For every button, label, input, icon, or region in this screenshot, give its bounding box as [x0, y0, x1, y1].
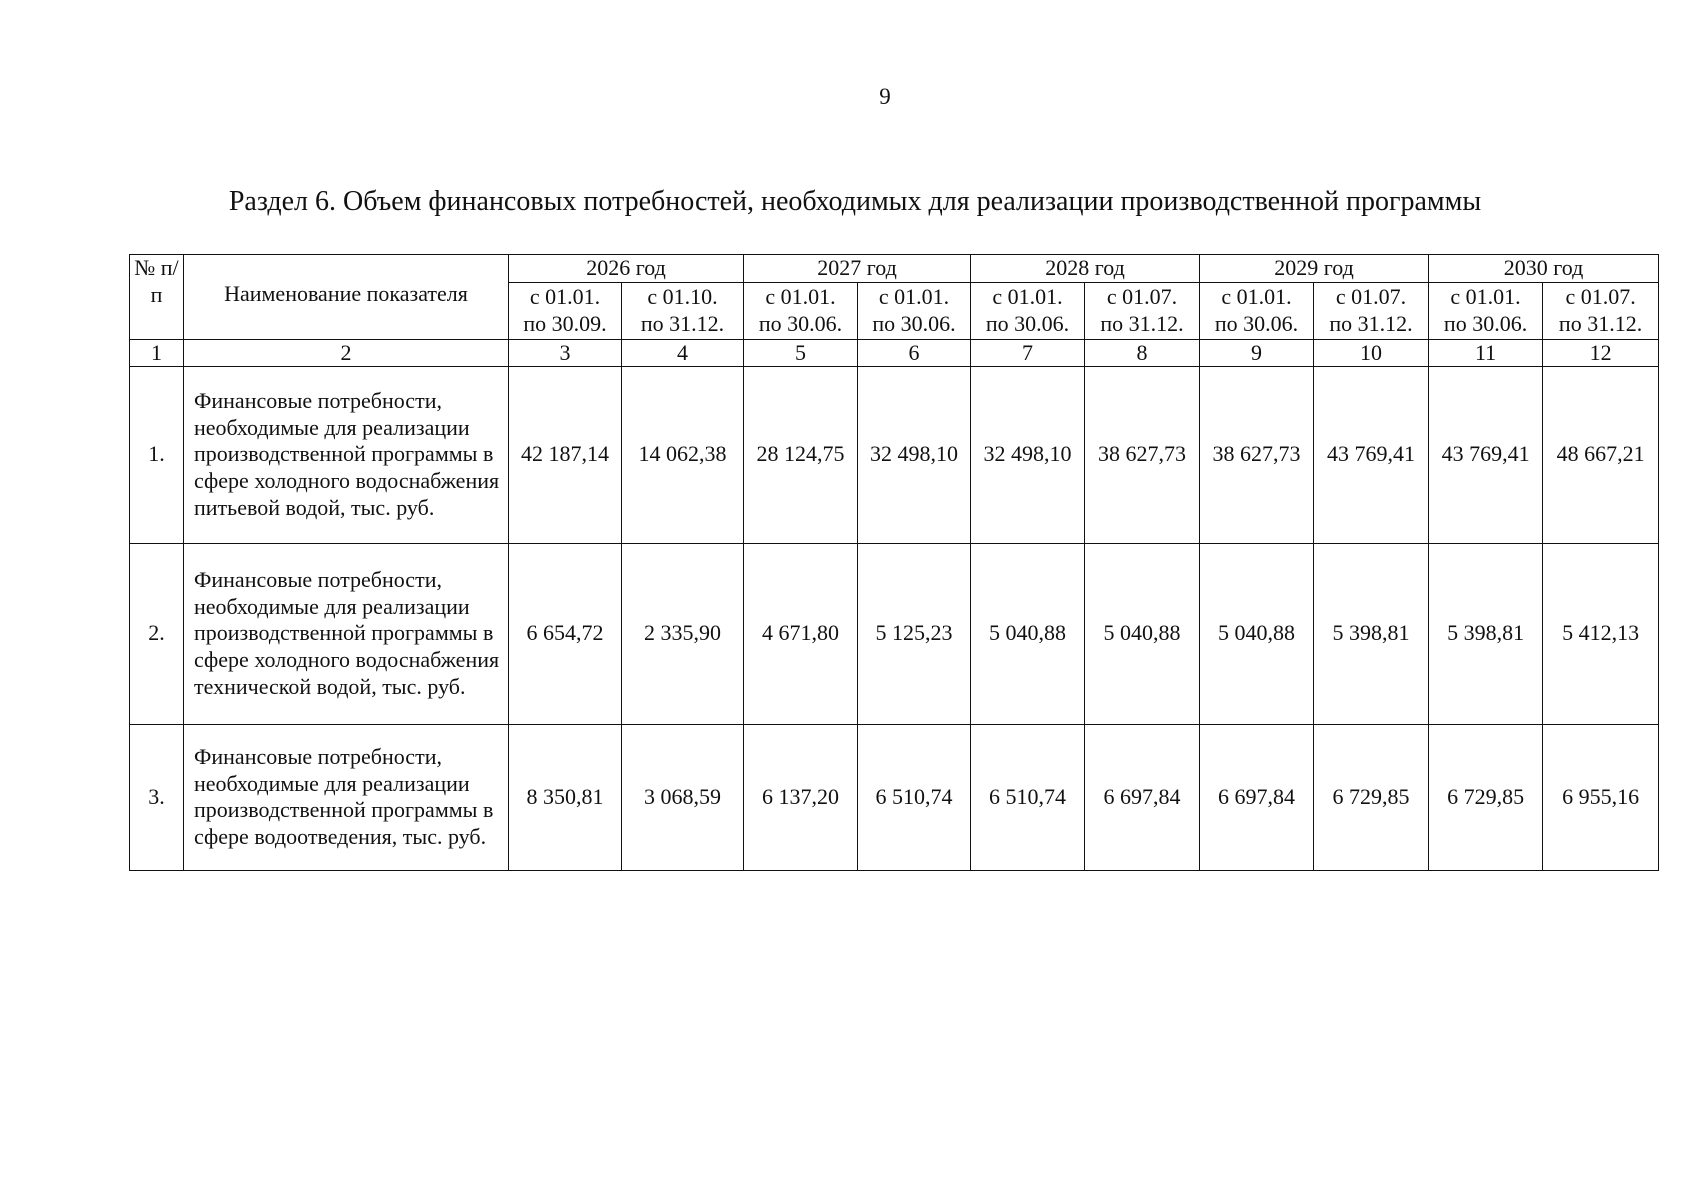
column-index: 7	[971, 339, 1085, 366]
row-indicator-name: Финансовые потребности, необходимые для реализации производственной программы в сфере холодного водоснабжения питьевой водой, тыс. руб.	[184, 366, 509, 543]
table-row	[130, 543, 1659, 724]
header-year-2030: 2030 год	[1429, 255, 1659, 283]
section-title: Раздел 6. Объем финансовых потребностей, необходимых для реализации производственной программы	[228, 186, 1482, 217]
column-index: 11	[1429, 339, 1543, 366]
header-row-years	[130, 255, 1659, 283]
header-year-2029: 2029 год	[1200, 255, 1429, 283]
header-period	[858, 282, 971, 339]
value-cell: 32 498,10	[858, 366, 971, 543]
period-to: по 30.09.	[523, 310, 607, 336]
value-cell: 5 040,88	[1085, 543, 1200, 724]
period-from: с 01.01.	[1450, 284, 1521, 309]
value-cell: 43 769,41	[1429, 366, 1543, 543]
value-cell: 6 510,74	[858, 724, 971, 870]
period-from: с 01.07.	[1565, 284, 1636, 309]
value-cell: 6 654,72	[509, 543, 622, 724]
period-to: по 31.12.	[1558, 310, 1643, 336]
value-cell: 38 627,73	[1200, 366, 1314, 543]
value-cell: 5 040,88	[971, 543, 1085, 724]
value-cell: 5 125,23	[858, 543, 971, 724]
period-to: по 30.06.	[758, 310, 843, 336]
value-cell: 6 697,84	[1085, 724, 1200, 870]
value-cell: 42 187,14	[509, 366, 622, 543]
header-period	[744, 282, 858, 339]
value-cell: 8 350,81	[509, 724, 622, 870]
header-period	[1314, 282, 1429, 339]
value-cell: 14 062,38	[622, 366, 744, 543]
column-index: 9	[1200, 339, 1314, 366]
header-period	[1200, 282, 1314, 339]
column-index: 6	[858, 339, 971, 366]
row-number: 1.	[130, 366, 184, 543]
value-cell: 6 729,85	[1314, 724, 1429, 870]
header-year-2028: 2028 год	[971, 255, 1200, 283]
column-index: 12	[1543, 339, 1659, 366]
period-from: с 01.07.	[1335, 284, 1407, 309]
value-cell: 28 124,75	[744, 366, 858, 543]
column-index-row	[130, 339, 1659, 366]
period-to: по 30.06.	[1214, 310, 1299, 336]
period-to: по 31.12.	[1100, 310, 1184, 336]
header-period	[971, 282, 1085, 339]
page-number: 9	[879, 84, 891, 109]
period-from: с 01.10.	[647, 284, 718, 309]
header-period	[1543, 282, 1659, 339]
value-cell: 6 137,20	[744, 724, 858, 870]
header-period	[1085, 282, 1200, 339]
column-index: 10	[1314, 339, 1429, 366]
period-to: по 30.06.	[872, 310, 956, 336]
period-from: с 01.01.	[878, 284, 950, 309]
period-to: по 30.06.	[985, 310, 1070, 336]
period-from: с 01.01.	[1221, 284, 1292, 309]
value-cell: 38 627,73	[1085, 366, 1200, 543]
value-cell: 5 412,13	[1543, 543, 1659, 724]
period-from: с 01.07.	[1106, 284, 1178, 309]
period-to: по 30.06.	[1443, 310, 1528, 336]
value-cell: 3 068,59	[622, 724, 744, 870]
value-cell: 5 398,81	[1429, 543, 1543, 724]
period-from: с 01.01.	[992, 284, 1063, 309]
value-cell: 6 510,74	[971, 724, 1085, 870]
value-cell: 48 667,21	[1543, 366, 1659, 543]
value-cell: 32 498,10	[971, 366, 1085, 543]
value-cell: 6 955,16	[1543, 724, 1659, 870]
value-cell: 5 040,88	[1200, 543, 1314, 724]
header-year-2026: 2026 год	[509, 255, 744, 283]
financial-needs-table	[129, 254, 1659, 871]
row-indicator-name: Финансовые потребности, необходимые для реализации производственной программы в сфере водоотведения, тыс. руб.	[184, 724, 509, 870]
value-cell: 43 769,41	[1314, 366, 1429, 543]
header-year-2027: 2027 год	[744, 255, 971, 283]
value-cell: 6 729,85	[1429, 724, 1543, 870]
header-period	[1429, 282, 1543, 339]
table-row	[130, 724, 1659, 870]
header-name-cell: Наименование показателя	[184, 255, 509, 340]
period-from: с 01.01.	[529, 284, 601, 309]
period-to: по 31.12.	[1329, 310, 1413, 336]
value-cell: 2 335,90	[622, 543, 744, 724]
column-index: 2	[184, 339, 509, 366]
value-cell: 5 398,81	[1314, 543, 1429, 724]
period-from: с 01.01.	[765, 284, 836, 309]
header-period	[622, 282, 744, 339]
period-to: по 31.12.	[640, 310, 725, 336]
value-cell: 6 697,84	[1200, 724, 1314, 870]
column-index: 1	[130, 339, 184, 366]
column-index: 4	[622, 339, 744, 366]
header-period	[509, 282, 622, 339]
column-index: 8	[1085, 339, 1200, 366]
column-index: 3	[509, 339, 622, 366]
table-row	[130, 366, 1659, 543]
row-indicator-name: Финансовые потребности, необходимые для реализации производственной программы в сфере холодного водоснабжения технической водой, тыс. руб.	[184, 543, 509, 724]
row-number: 3.	[130, 724, 184, 870]
header-number-cell: № п/п	[130, 255, 184, 340]
column-index: 5	[744, 339, 858, 366]
value-cell: 4 671,80	[744, 543, 858, 724]
row-number: 2.	[130, 543, 184, 724]
